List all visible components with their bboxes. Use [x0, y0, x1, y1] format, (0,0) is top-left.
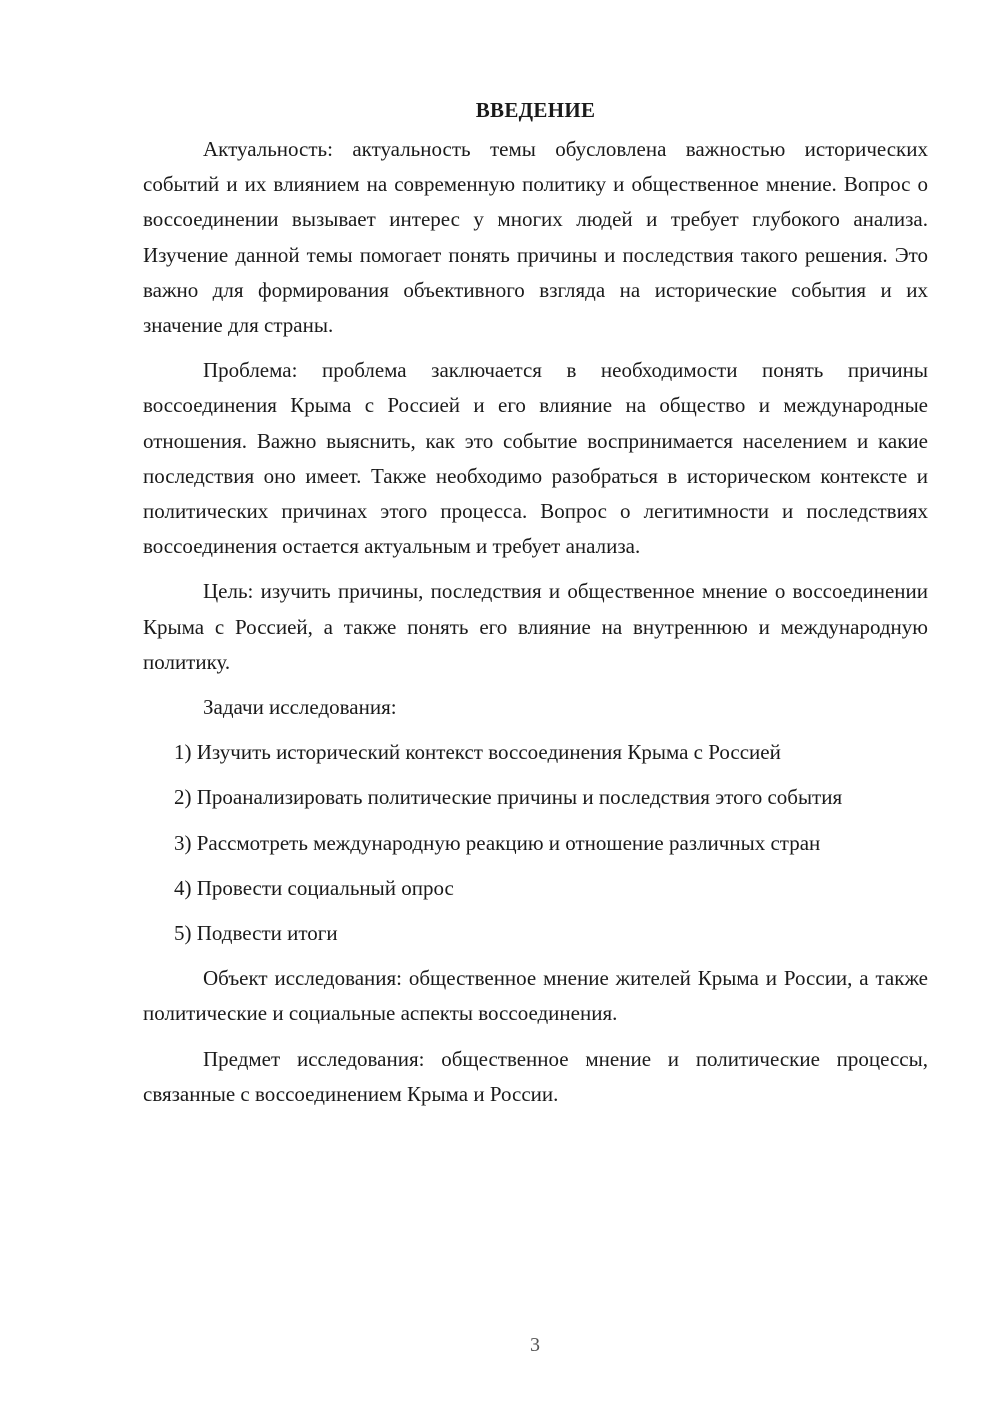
paragraph-object: Объект исследования: общественное мнение жителей Крыма и России, а также политические и социальные аспекты воссоединения. — [143, 966, 928, 1026]
paragraph-subject: Предмет исследования: общественное мнение и политические процессы, связанные с воссоединением Крыма и России. — [143, 1046, 928, 1106]
paragraph-goal: Цель: изучить причины, последствия и общественное мнение о воссоединении Крыма с Россией, а также понять его влияние на внутреннюю и международную политику. — [143, 579, 928, 674]
tasks-title: Задачи исследования: — [203, 695, 397, 720]
paragraph-relevance: Актуальность: актуальность темы обусловлена важностью исторических событий и их влиянием на современную политику и общественное мнение. Вопрос о воссоединении вызывает интерес у многих людей и требует глубокого анализа. Изучение данной темы помогает понять причины и последствия такого решения. Это важно для формирования объективного взгляда на исторические события и их значение для страны. — [143, 137, 928, 338]
task-item-4: 4) Провести социальный опрос — [174, 875, 454, 900]
task-item-3: 3) Рассмотреть международную реакцию и отношение различных стран — [174, 830, 821, 855]
task-item-2: 2) Проанализировать политические причины и последствия этого события — [174, 785, 843, 810]
document-page — [143, 93, 928, 1122]
page-number: 3 — [530, 1334, 540, 1356]
paragraph-problem: Проблема: проблема заключается в необходимости понять причины воссоединения Крыма с Россией и его влияние на общество и международные отношения. Важно выяснить, как это событие воспринимается населением и какие последствия оно имеет. Также необходимо разобраться в историческом контексте и политических причинах этого процесса. Вопрос о легитимности и последствиях воссоединения остается актуальным и требует анализа. — [143, 358, 928, 559]
task-item-5: 5) Подвести итоги — [174, 921, 338, 946]
task-item-1: 1) Изучить исторический контекст воссоединения Крыма с Россией — [174, 740, 781, 765]
page-title: ВВЕДЕНИЕ — [475, 98, 596, 122]
